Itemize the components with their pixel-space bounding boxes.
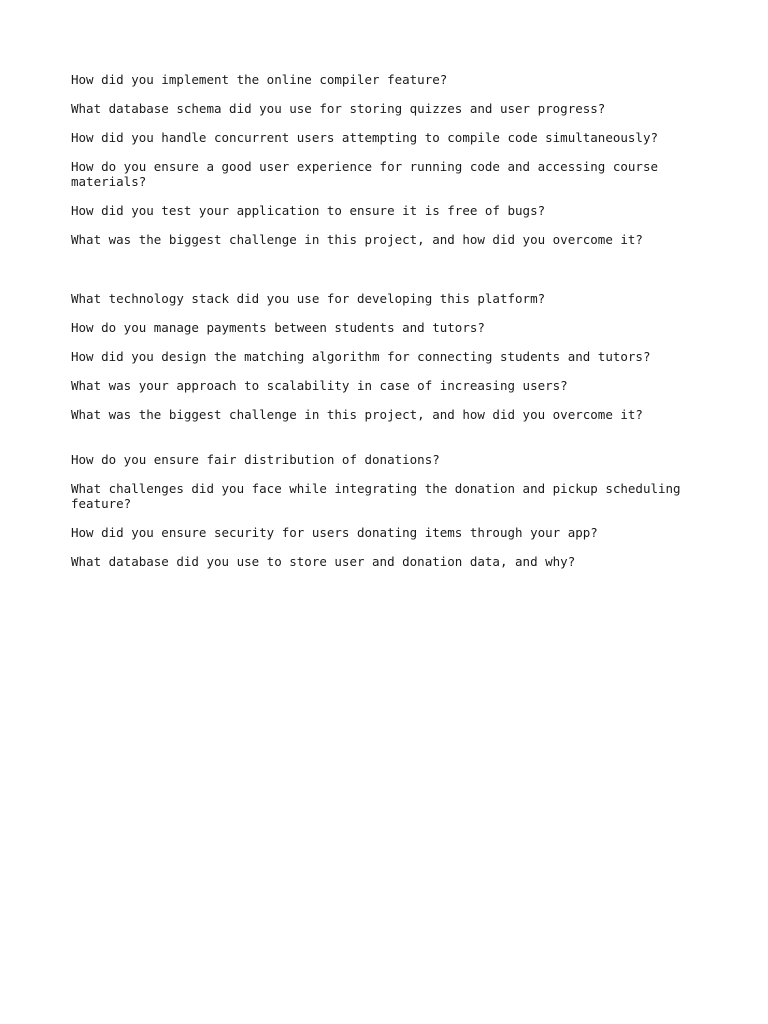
question-item: What was the biggest challenge in this project, and how did you overcome it? [71,407,643,422]
question-item: What was your approach to scalability in case of increasing users? [71,378,568,393]
question-item: How did you test your application to ensure it is free of bugs? [71,203,546,218]
question-item: What database schema did you use for storing quizzes and user progress? [71,101,606,116]
question-item: How do you ensure a good user experience for running code and accessing course materials? [71,159,658,189]
question-section-2 [71,291,696,422]
question-item: How did you design the matching algorithm for connecting students and tutors? [71,349,651,364]
question-section-1 [71,72,696,247]
question-item: What database did you use to store user and donation data, and why? [71,554,576,569]
question-item: How did you handle concurrent users attempting to compile code simultaneously? [71,130,658,145]
question-item: How did you implement the online compiler feature? [71,72,448,87]
question-item: What challenges did you face while integrating the donation and pickup scheduling feature? [71,481,681,511]
question-item: How did you ensure security for users donating items through your app? [71,525,598,540]
question-list [71,72,696,569]
question-item: How do you manage payments between students and tutors? [71,320,485,335]
question-item: What technology stack did you use for developing this platform? [71,291,546,306]
question-item: How do you ensure fair distribution of donations? [71,452,440,467]
question-section-3 [71,452,696,569]
question-item: What was the biggest challenge in this project, and how did you overcome it? [71,232,643,247]
